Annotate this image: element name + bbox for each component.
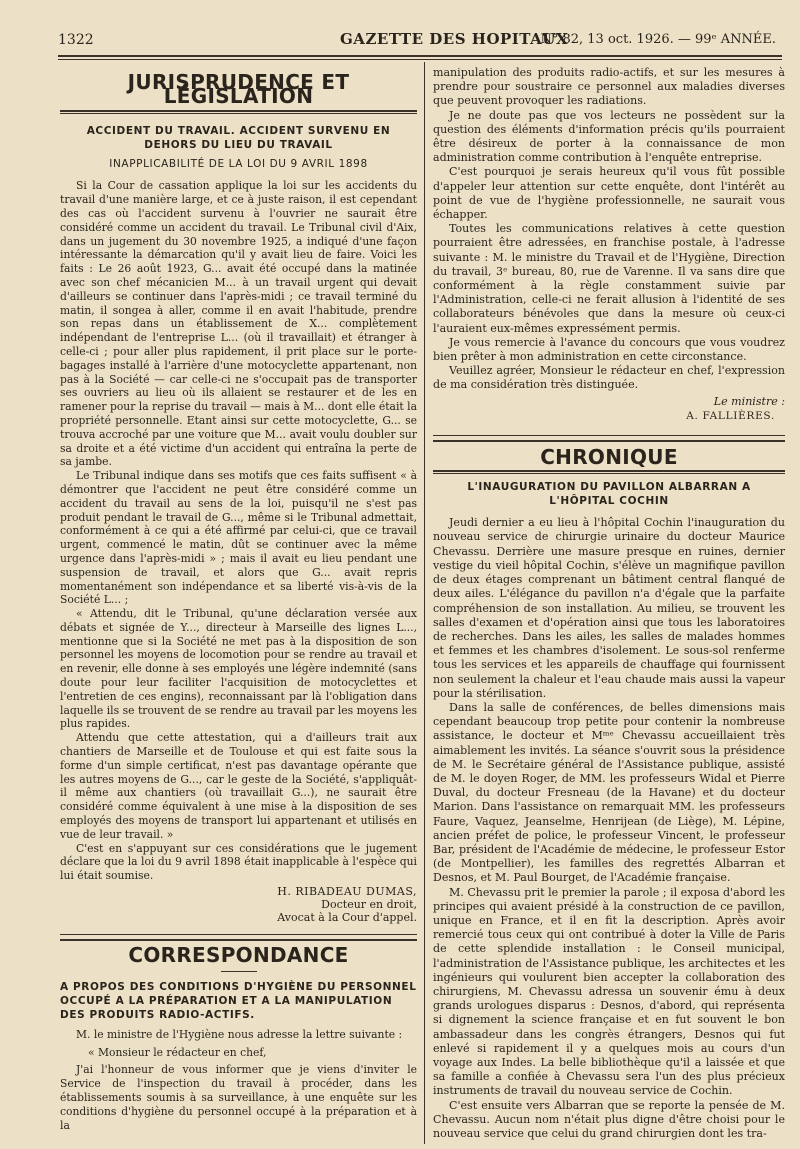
author-title: Docteur en droit, <box>321 898 417 912</box>
column-separator <box>424 62 425 1144</box>
article-title: A PROPOS DES CONDITIONS D'HYGIÈNE DU PERSONNEL OCCUPÉ A LA PRÉPARATION ET A LA MANIPULATION DES PRODUITS RADIO-ACTIFS. <box>60 980 417 1021</box>
paragraph: C'est pourquoi je serais heureux qu'il vous fût possible d'appeler leur attention sur cette enquête, dont l'intérêt au point de vue de l'hygiène professionnelle, ne saurait vous échapper. <box>433 165 785 222</box>
paragraph: Le Tribunal indique dans ses motifs que ces faits suffisent « à démontrer que l'accident ne peut être considéré comme un accident du travail au sens de la loi, puisqu'il ne s'est pas produit pendant le travail de G..., même si le Tribunal admettait, conformément à ce qui a été affirmé par celui-ci, que ce travail urgent, commencé le matin, dût se continuer avec la même urgence dans l'après-midi » ; mais il avait eu lieu pendant une suspension de travail, et alors que G... avait repris momentanément son indépendance et sa liberté vis-à-vis de la Société L... ; <box>60 469 417 607</box>
section-rule-thin <box>60 113 417 114</box>
paragraph: Dans la salle de conférences, de belles dimensions mais cependant beaucoup trop petite pour contenir la nombreuse assistance, le docteur et Mᵐᵉ Chevassu accueillaient très aimablement les invités. La séance s'ouvrit sous la présidence de M. le Secrétaire général de l'Assistance publique, assisté de M. le doyen Roger, de MM. les professeurs Widal et Pierre Duval, du docteur Fresneau (de la Havane) et du docteur Marion. Dans l'assistance on remarquait MM. les professeurs Faure, Vaquez, Jeanselme, Henrijean (de Liège), M. Lépine, ancien préfet de police, le professeur Vincent, le professeur Bar, président de l'Académie de médecine, le professeur Estor (de Montpellier), les familles des regrettés Albarran et Desnos, et M. Paul Bourget, de l'Académie française. <box>433 700 785 885</box>
paragraph: J'ai l'honneur de vous informer que je viens d'inviter le Service de l'inspection du travail à procéder, dans les établissements soumis à sa surveillance, à une enquête sur les conditions d'hygiène du personnel occupé à la préparation et à la <box>60 1063 417 1132</box>
paragraph: Jeudi dernier a eu lieu à l'hôpital Cochin l'inauguration du nouveau service de chirurgie urinaire du docteur Maurice Chevassu. Derrière une masure presque en ruines, dernier vestige du vieil hôpital Cochin, s'élève un magnifique pavillon de deux étages comprenant un bâtiment central flanqué de deux ailes. L'élégance du pavillon n'a d'égale que la parfaite compréhension de son installation. Au milieu, se trouvent les salles d'examen et d'opération ainsi que tous les laboratoires de recherches. Dans les ailes, les salles de malades hommes et femmes et les chambres d'isolement. Le sous-sol renferme tous les services et les appareils de chauffage qui fournissent non seulement la chaleur et l'eau chaude mais aussi la vapeur pour la stérilisation. <box>433 516 785 700</box>
section-rule-thin <box>433 473 785 474</box>
paragraph: C'est en s'appuyant sur ces considérations que le jugement déclare que la loi du 9 avril 1898 était inapplicable à l'espèce qui lui était soumise. <box>60 841 417 883</box>
header-rule-top <box>58 55 782 57</box>
author-name: H. RIBADEAU DUMAS, <box>277 885 417 899</box>
section-divider <box>433 435 785 442</box>
issue-info: N° 82, 13 oct. 1926. — 99ᵉ ANNÉE. <box>540 32 776 47</box>
paragraph: Veuillez agréer, Monsieur le rédacteur en chef, l'expression de ma considération très distinguée. <box>433 364 785 392</box>
journal-title: GAZETTE DES HOPITAUX <box>340 30 569 48</box>
page-header <box>58 28 782 50</box>
page-number: 1322 <box>58 32 94 48</box>
section-rule <box>60 110 417 112</box>
signature-name: A. FALLIÈRES. <box>686 409 775 422</box>
article-title: L'INAUGURATION DU PAVILLON ALBARRAN A L'HÔPITAL COCHIN <box>467 481 751 508</box>
paragraph: manipulation des produits radio-actifs, et sur les mesures à prendre pour soustraire ce personnel aux maladies diverses que peuvent provoquer les radiations. <box>433 66 785 108</box>
article-title: ACCIDENT DU TRAVAIL. ACCIDENT SURVENU EN DEHORS DU LIEU DU TRAVAIL <box>86 124 391 151</box>
right-column <box>433 66 785 1141</box>
paragraph: « Attendu, dit le Tribunal, qu'une déclaration versée aux débats et signée de Y..., directeur à Marseille des lignes L..., mentionne que si la Société ne met pas à la disposition de son personnel les moyens de locomotion pour se rendre au travail et en revenir, elle donne à ses employés une légère indemnité (sans doute pour leur faciliter l'acquisition de motocyclettes et l'entretien de ces engins), reconnaissant par là l'obligation dans laquelle ils se trouvent de se rendre au travail par les moyens les plus rapides. <box>60 607 417 731</box>
paragraph: Toutes les communications relatives à cette question pourraient être adressées, en franchise postale, à l'adresse suivante : M. le ministre du Travail et de l'Hygiène, Direction du travail, 3ᵉ bureau, 80, rue de Varenne. Il va sans dire que conformément à la règle constamment suivie par l'Administration, celle-ci ne ferait allusion à l'identité de ses collaborateurs bénévoles que dans la mesure où ceux-ci l'auraient eux-mêmes expressément permis. <box>433 222 785 335</box>
signature-label: Le ministre : <box>713 394 785 408</box>
paragraph: C'est ensuite vers Albarran que se reporte la pensée de M. Chevassu. Aucun nom n'était plus digne d'être choisi pour le nouveau service que celui du grand chirurgien dont les tra- <box>433 1098 785 1141</box>
section-title-jurisprudence: JURISPRUDENCE ET LÉGISLATION <box>127 70 350 108</box>
author-affiliation: Avocat à la Cour d'appel. <box>277 911 417 925</box>
paragraph: Si la Cour de cassation applique la loi sur les accidents du travail d'une manière large, et ce à juste raison, il est cependant des cas où l'accident survenu à l'ouvrier ne saurait être considéré comme un accident du travail. Le Tribunal civil d'Aix, dans un jugement du 30 novembre 1925, a indiqué d'une façon intéressante la démarcation qu'il y avait lieu de faire. Voici les faits : Le 26 août 1923, G... avait été occupé dans la matinée avec son chef mécanicien M... à un travail urgent qui devait d'ailleurs se continuer dans l'après-midi ; ce travail terminé du matin, il songea à aller, comme il en avait l'habitude, prendre son repas dans un établissement de X... complètement indépendant de l'entreprise L... (où il travaillait) et étranger à celle-ci ; pour aller plus rapidement, il prit place sur le porte-bagages installé à l'arrière d'une motocyclette appartenant, non pas à la Société — car celle-ci ne s'occupait pas de transporter ses ouvriers au lieu où ils allaient se restaurer et de les en ramener pour la reprise du travail — mais à M... dont elle était la propriété personnelle. Etant ainsi sur cette motocyclette, G... se trouva accroché par une voiture que M... avait voulu doubler sur sa droite et a été victime d'un accident qui entraîna la perte de sa jambe. <box>60 179 417 469</box>
header-rule-bottom <box>58 59 782 60</box>
paragraph: M. Chevassu prit le premier la parole ; il exposa d'abord les principes qui avaient présidé à la construction de ce pavillon, unique en France, et il en fit la description. Après avoir remercié tous ceux qui ont contribué à doter la Ville de Paris de cette splendide installation : le Conseil municipal, l'administration de l'Assistance publique, les architectes et les ingénieurs qui voulurent bien accepter la collaboration des chirurgiens, M. Chevassu adressa un souvenir ému à deux grands urologues disparus : Desnos, d'abord, qui représenta si dignement la science française et en fut souvent le bon ambassadeur dans les congrès étrangers, Desnos qui fut enlevé si rapidement il y a quelques mois au cours d'un voyage aux Indes. La belle bibliothèque qu'il a laissée et que sa famille a confiée à Chevassu sera l'un des plus précieux instruments de travail du nouveau service de Cochin. <box>433 885 785 1098</box>
paragraph: Attendu que cette attestation, qui a d'ailleurs trait aux chantiers de Marseille et de Toulouse et qui est faite sous la forme d'un simple certificat, n'est pas davantage opérante que les autres moyens de G..., car le geste de la Société, s'appliquât-il même aux chantiers (où travaillait G...), ne saurait être considéré comme équivalent à une mise à la disposition de ses employés des moyens de transport lui appartenant et utilisés en vue de leur travail. » <box>60 731 417 841</box>
author-signature <box>60 885 417 924</box>
paragraph: « Monsieur le rédacteur en chef, <box>88 1045 267 1059</box>
section-divider <box>60 934 417 941</box>
section-title-chronique: CHRONIQUE <box>540 445 678 470</box>
left-column <box>60 66 417 1132</box>
section-title-correspondance: CORRESPONDANCE <box>128 943 349 968</box>
short-rule <box>221 971 257 972</box>
paragraph: M. le ministre de l'Hygiène nous adresse la lettre suivante : <box>76 1027 403 1041</box>
section-rule <box>433 470 785 472</box>
paragraph: Je vous remercie à l'avance du concours que vous voudrez bien prêter à mon administration en cette circonstance. <box>433 335 785 364</box>
article-subtitle: INAPPLICABILITÉ DE LA LOI DU 9 AVRIL 1898 <box>109 157 368 170</box>
paragraph: Je ne doute pas que vos lecteurs ne possèdent sur la question des éléments d'information précis qu'ils pourraient être désireux de porter à la connaissance de mon administration comme contribution à l'enquête entreprise. <box>433 108 785 165</box>
